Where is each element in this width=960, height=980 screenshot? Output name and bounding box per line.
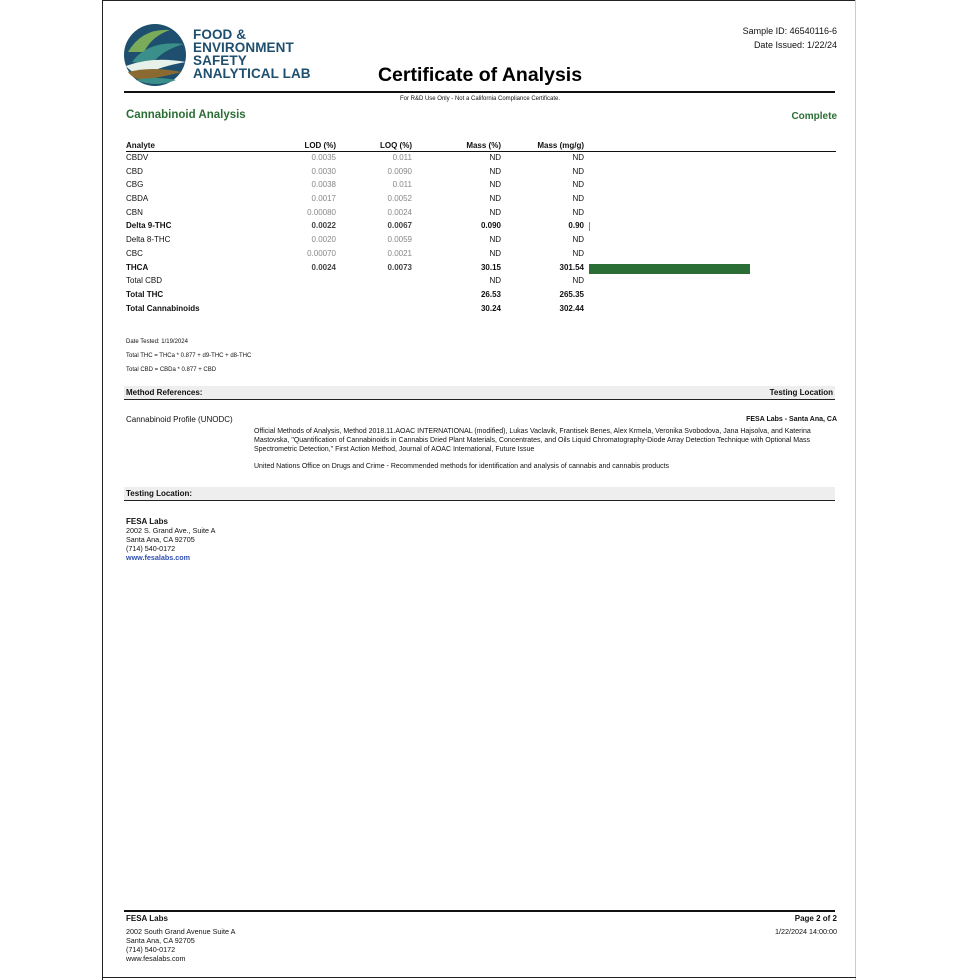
cell-mass-mg: ND	[572, 248, 584, 258]
cell-loq: 0.011	[392, 180, 412, 190]
cell-analyte: CBDA	[126, 194, 149, 204]
document-title: Certificate of Analysis	[377, 64, 583, 86]
cell-mass-mg: ND	[572, 180, 584, 190]
page-border-left	[102, 0, 103, 980]
cell-mass-pct: 0.090	[480, 221, 501, 231]
cell-analyte: Total Cannabinoids	[126, 303, 200, 313]
page-border-top	[102, 0, 856, 1]
cell-mass-pct: ND	[489, 207, 501, 217]
testing-location-block	[126, 517, 215, 562]
cell-lod: 0.00080	[307, 207, 336, 217]
date-tested: Date Tested: 1/19/2024	[126, 339, 188, 345]
cell-loq: 0.0090	[387, 166, 412, 176]
cell-loq: 0.0059	[387, 235, 412, 245]
cell-lod: 0.00070	[307, 248, 336, 258]
cell-analyte: CBC	[126, 248, 143, 258]
date-issued: Date Issued: 1/22/24	[753, 39, 837, 50]
page-border-bottom	[102, 977, 856, 978]
cell-analyte: Total CBD	[126, 276, 163, 286]
cell-lod: 0.0030	[311, 166, 336, 176]
footer-address-2: Santa Ana, CA 92705	[126, 936, 195, 945]
cell-lod: 0.0024	[311, 262, 336, 272]
table-row	[126, 166, 836, 180]
method-location: FESA Labs - Santa Ana, CA	[746, 416, 837, 423]
testing-location-band-label: Testing Location:	[126, 489, 193, 498]
cell-mass-pct: ND	[489, 248, 501, 258]
cell-mass-pct: ND	[489, 276, 501, 286]
header-mass-pct: Mass (%)	[466, 141, 501, 150]
footer-address-1: 2002 South Grand Avenue Suite A	[126, 927, 236, 936]
table-row	[126, 234, 836, 248]
page-border-right	[855, 0, 856, 980]
sample-info	[743, 25, 837, 52]
table-row	[126, 179, 836, 193]
footer-lab-name: FESA Labs	[126, 914, 168, 923]
location-address-1: 2002 S. Grand Ave., Suite A	[126, 526, 216, 535]
cell-analyte: CBG	[126, 180, 144, 190]
cell-analyte: Total THC	[126, 289, 164, 299]
cell-mass-pct: ND	[489, 166, 501, 176]
lab-name-line: FOOD &	[193, 27, 247, 42]
table-row	[126, 248, 836, 262]
header-analyte: Analyte	[126, 141, 155, 150]
footer-address	[126, 914, 235, 963]
cell-analyte: CBDV	[126, 153, 149, 162]
table-row	[126, 220, 836, 234]
header-mass-mg: Mass (mg/g)	[537, 141, 584, 150]
notes	[126, 335, 251, 377]
table-header	[126, 140, 836, 152]
cell-mass-pct: 30.24	[480, 303, 501, 313]
method-references	[254, 427, 829, 479]
table-row	[126, 289, 836, 303]
mass-bar	[589, 222, 590, 231]
cell-analyte: THCA	[126, 262, 149, 272]
cell-loq: 0.0067	[387, 221, 412, 231]
cell-mass-mg: ND	[572, 194, 584, 204]
cell-mass-mg: 265.35	[559, 289, 584, 299]
footer-website: www.fesalabs.com	[126, 954, 186, 963]
cell-mass-pct: ND	[489, 235, 501, 245]
mass-bar	[589, 264, 750, 274]
cell-analyte: Delta 9-THC	[126, 221, 172, 231]
title-rule	[124, 91, 835, 93]
cell-mass-mg: 302.44	[559, 303, 584, 313]
lab-name-line: ENVIRONMENT	[193, 40, 294, 55]
cell-loq: 0.0024	[387, 207, 412, 217]
cell-loq: 0.0052	[387, 194, 412, 204]
cell-mass-mg: 0.90	[568, 221, 584, 231]
cell-mass-mg: ND	[572, 166, 584, 176]
total-cbd-formula: Total CBD = CBDa * 0.877 + CBD	[126, 367, 217, 373]
cell-lod: 0.0035	[311, 153, 336, 162]
location-phone: (714) 540-0172	[126, 544, 176, 553]
location-name: FESA Labs	[126, 517, 168, 526]
cell-mass-pct: 26.53	[480, 289, 501, 299]
cell-mass-mg: ND	[572, 207, 584, 217]
document-subtitle: For R&D Use Only - Not a California Compliance Certificate.	[399, 96, 561, 102]
section-title: Cannabinoid Analysis	[126, 109, 246, 121]
cell-lod: 0.0017	[311, 194, 336, 204]
lab-name-line: SAFETY	[193, 53, 247, 68]
location-address-2: Santa Ana, CA 92705	[126, 535, 195, 544]
cell-mass-mg: ND	[572, 153, 584, 162]
cell-lod: 0.0038	[311, 180, 336, 190]
cell-loq: 0.0021	[387, 248, 412, 258]
footer-page-info	[775, 914, 837, 936]
page-number: Page 2 of 2	[794, 914, 837, 923]
method-reference-1: Official Methods of Analysis, Method 2018.11.AOAC INTERNATIONAL (modified), Lukas Vaclavik, Frantisek Benes, Alex Krmela, Veronika Svobodova, Jana Hajsolva, and Katerina Mastovska, "Quantification of Cannabinoids in Cannabis Dried Plant Materials, Concentrates, and Oils Liquid Chromatography-Diode Array Detection Technique with Optional Mass Spectrometric Detection," First Action Method, Journal of AOAC International, Future Issue	[254, 428, 811, 453]
status-badge: Complete	[791, 111, 837, 122]
cell-mass-pct: ND	[489, 153, 501, 162]
footer-phone: (714) 540-0172	[126, 945, 176, 954]
footer-timestamp: 1/22/2024 14:00:00	[775, 927, 837, 936]
cell-analyte: Delta 8-THC	[126, 235, 171, 245]
table-row	[126, 303, 836, 317]
method-references-band	[124, 386, 835, 400]
header-loq: LOQ (%)	[380, 141, 412, 150]
cell-loq: 0.0073	[387, 262, 412, 272]
table-row	[126, 193, 836, 207]
header-lod: LOD (%)	[304, 141, 336, 150]
location-website-link[interactable]: www.fesalabs.com	[126, 553, 191, 562]
cell-mass-pct: ND	[489, 180, 501, 190]
method-reference-2: United Nations Office on Drugs and Crime - Recommended methods for identification and analysis of cannabis and cannabis products	[254, 463, 670, 470]
cell-mass-mg: 301.54	[559, 262, 584, 272]
lab-name-line: ANALYTICAL LAB	[193, 66, 311, 81]
testing-location-band	[124, 487, 835, 501]
cell-mass-pct: 30.15	[480, 262, 501, 272]
method-references-label: Method References:	[126, 388, 203, 397]
cell-lod: 0.0022	[311, 221, 336, 231]
cell-analyte: CBD	[126, 166, 143, 176]
table-row	[126, 275, 836, 289]
table-row	[126, 262, 836, 276]
table-row	[126, 207, 836, 221]
results-table	[126, 140, 836, 316]
total-thc-formula: Total THC = THCa * 0.877 + d9-THC + d8-THC	[126, 353, 252, 359]
cell-loq: 0.011	[392, 153, 412, 162]
method-profile: Cannabinoid Profile (UNODC)	[126, 415, 233, 424]
cell-mass-pct: ND	[489, 194, 501, 204]
cell-analyte: CBN	[126, 207, 143, 217]
cell-mass-mg: ND	[572, 276, 584, 286]
cell-lod: 0.0020	[311, 235, 336, 245]
cell-mass-mg: ND	[572, 235, 584, 245]
table-body	[126, 152, 836, 316]
testing-location-label: Testing Location	[769, 388, 833, 397]
table-row	[126, 152, 836, 166]
footer-rule	[124, 910, 835, 912]
sample-id: Sample ID: 46540116-6	[742, 26, 837, 36]
